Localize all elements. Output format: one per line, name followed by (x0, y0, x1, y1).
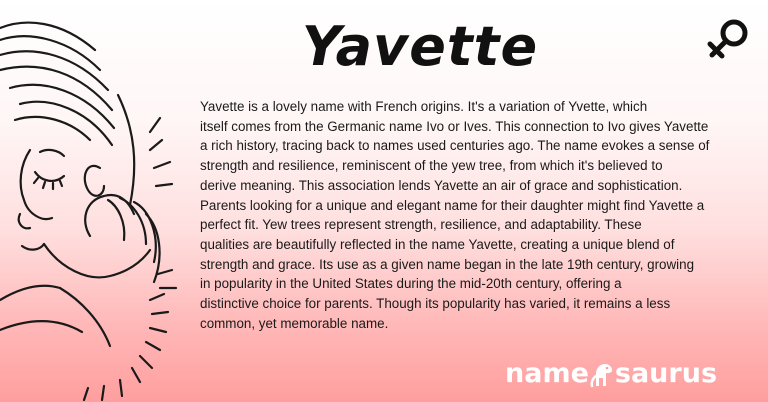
description-line: itself comes from the Germanic name Ivo or Ives. This connection to Ivo gives Yavette (200, 118, 709, 134)
description-line: distinctive choice for parents. Though its popularity has varied, it remains a less (200, 296, 671, 312)
description-line: a rich history, tracing back to names used centuries ago. The name evokes a sense of (200, 138, 710, 154)
description-line: derive meaning. This association lends Yavette an air of grace and sophistication. (200, 177, 683, 193)
sleeping-baby-illustration (0, 0, 200, 402)
description-line: perfect fit. Yew trees represent strength, resilience, and adaptability. These (200, 217, 642, 233)
name-description (200, 97, 730, 333)
name-title: Yavette (301, 15, 539, 78)
description-line: strength and resilience, reminiscent of the yew tree, from which it's believed to (200, 158, 663, 174)
description-line: Parents looking for a unique and elegant name for their daughter might find Yavette a (200, 197, 705, 213)
description-line: common, yet memorable name. (200, 315, 389, 331)
dinosaur-icon (590, 360, 614, 388)
description-line: Yavette is a lovely name with French origins. It's a variation of Yvette, which (200, 99, 648, 114)
logo-text-saurus: saurus (614, 358, 718, 389)
description-line: qualities are beautifully reflected in the name Yavette, creating a unique blend of (200, 236, 675, 252)
logo-text-name: name (505, 358, 589, 389)
description-line: strength and grace. Its use as a given name began in the late 19th century, growing (200, 256, 695, 272)
namesaurus-logo[interactable] (505, 356, 717, 392)
female-symbol-icon (704, 16, 754, 64)
description-line: in popularity in the United States during the mid-20th century, offering a (200, 276, 622, 292)
